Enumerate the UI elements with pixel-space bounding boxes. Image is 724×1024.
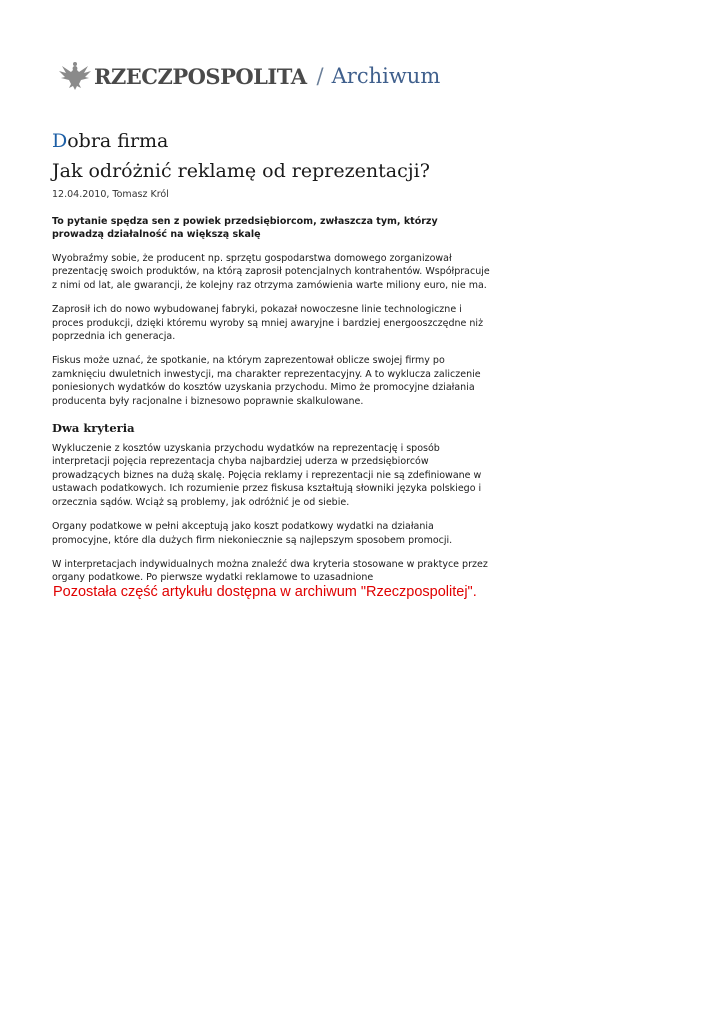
paragraph: Wykluczenie z kosztów uzyskania przychodu wydatków na reprezentację i sposób interpretacji pojęcia reprezentacja chyba najbardziej uderza w przedsiębiorców prowadzących biznes na dużą skalę. Pojęcia reklamy i reprezentacji nie są zdefiniowane w ustawach podatkowych. Ich rozumienie przez fiskusa kształtują słowniki języka polskiego i orzecznia sądów. Wciąż są problemy, jak odróżnić je od siebie. xyxy=(52,443,482,508)
section-title xyxy=(52,128,492,154)
section-initial: D xyxy=(52,130,68,152)
paragraph: Organy podatkowe w pełni akceptują jako koszt podatkowy wydatki na działania promocyjne, które dla dużych firm niekoniecznie są najlepszym sposobem promocji. xyxy=(52,521,453,546)
section-title-rest: obra firma xyxy=(67,130,169,152)
subheading: Dwa kryteria xyxy=(52,421,135,436)
brand-name: RZECZPOSPOLITA xyxy=(94,63,307,89)
archive-notice-link[interactable]: Pozostała część artykułu dostępna w archiwum "Rzeczpospolitej". xyxy=(53,584,477,600)
article-lead: To pytanie spędza sen z powiek przedsiębiorcom, zwłaszcza tym, którzy prowadzą działalność na większą skalę xyxy=(52,216,438,240)
paragraph: Wyobraźmy sobie, że producent np. sprzętu gospodarstwa domowego zorganizował prezentację swoich produktów, na którą zaprosił potencjalnych kontrahentów. Współpracuje z nimi od lat, ale gwarancji, że kolejny raz otrzyma zamówienia warte miliony euro, nie ma. xyxy=(52,253,490,291)
paragraph: W interpretacjach indywidualnych można znaleźć dwa kryteria stosowane w praktyce przez organy podatkowe. Po pierwsze wydatki reklamowe to uzasadnione xyxy=(52,558,488,584)
article-meta: 12.04.2010, Tomasz Król xyxy=(52,189,169,200)
article-headline: Jak odróżnić reklamę od reprezentacji? xyxy=(52,160,430,182)
paragraph: Fiskus może uznać, że spotkanie, na którym zaprezentował oblicze swojej firmy po zamknięciu dwuletnich inwestycji, ma charakter reprezentacyjny. A to wyklucza zaliczenie poniesionych wydatków do kosztów uzyskania przychodu. Mimo że promocyjne działania producenta były racjonalne i biznesowo poprawnie skalkulowane. xyxy=(52,355,481,407)
paragraph: Zaprosił ich do nowo wybudowanej fabryki, pokazał nowoczesne linie technologiczne i proces produkcji, dzięki któremu wyroby są mniej awaryjne i bardziej energooszczędne niż poprzednia ich generacja. xyxy=(52,304,484,343)
eagle-icon xyxy=(58,60,92,92)
masthead[interactable] xyxy=(58,58,440,94)
archive-label[interactable]: Archiwum xyxy=(331,64,441,88)
article xyxy=(52,128,492,585)
masthead-separator: / xyxy=(316,64,324,88)
